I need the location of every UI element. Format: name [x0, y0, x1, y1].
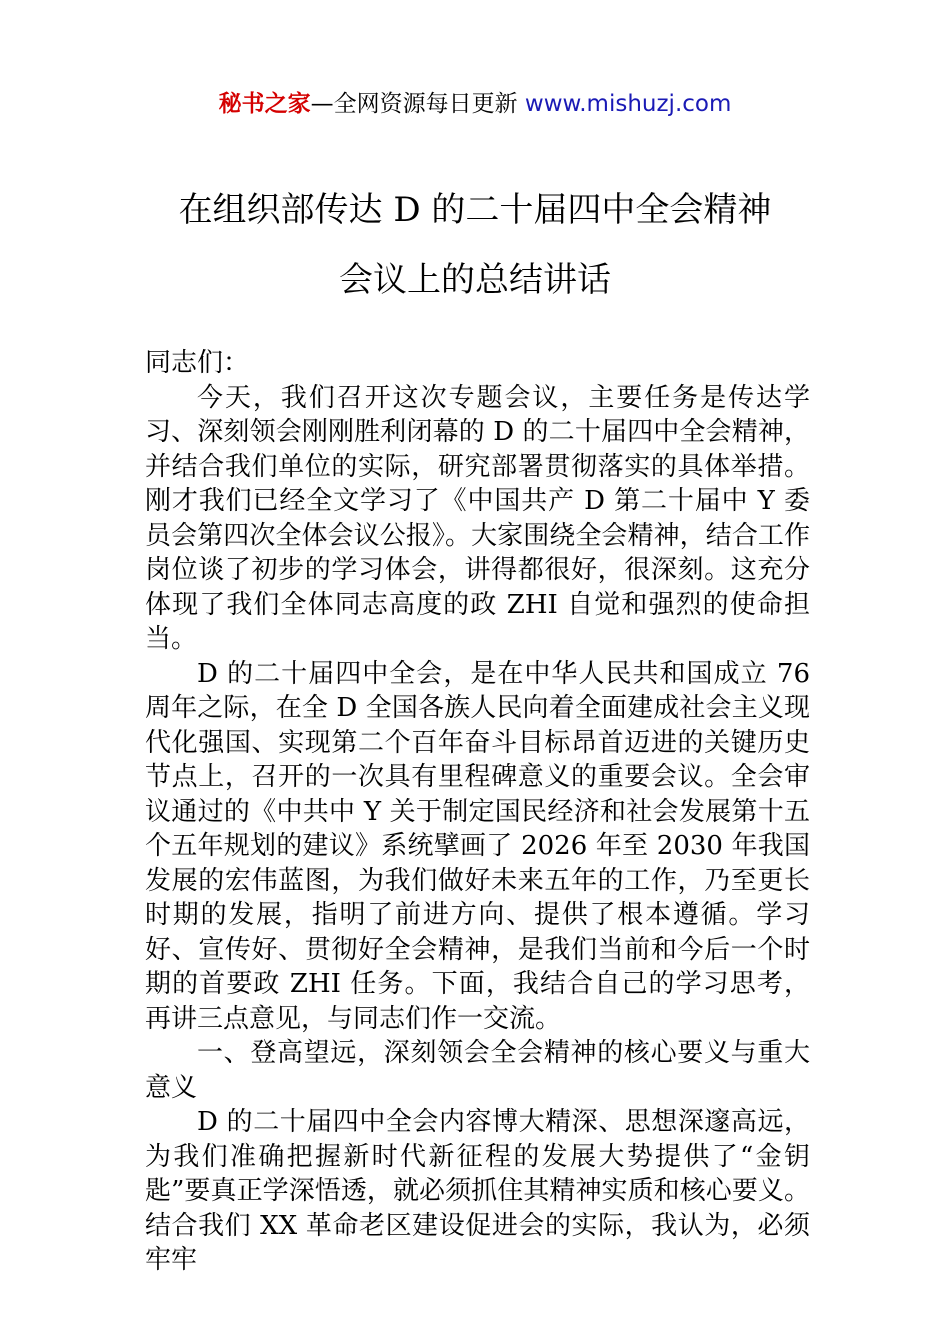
header-tagline: —全网资源每日更新: [310, 91, 525, 117]
document-title-line-1: 在组织部传达 D 的二十届四中全会精神: [178, 190, 772, 230]
document-title-line-2: 会议上的总结讲话: [339, 260, 611, 300]
site-header: [0, 88, 950, 120]
paragraph-2: D 的二十届四中全会，是在中华人民共和国成立 76 周年之际，在全 D 全国各族人民向着全面建成社会主义现代化强国、实现第二个百年奋斗目标昂首迈进的关键历史节点上，召开的一次具有里程碑意义的重要会议。全会审议通过的《中共中 Y 关于制定国民经济和社会发展第十五个五年规划的建议》系统擘画了 2026 年至 2030 年我国发展的宏伟蓝图，为我们做好未来五年的工作，乃至更长时期的发展，指明了前进方向、提供了根本遵循。学习好、宣传好、贯彻好全会精神，是我们当前和今后一个时期的首要政 ZHI 任务。下面，我结合自己的学习思考，再讲三点意见，与同志们作一交流。: [145, 658, 810, 1034]
paragraph-3: D 的二十届四中全会内容博大精深、思想深邃高远，为我们准确把握新时代新征程的发展大势提供了“金钥匙”要真正学深悟透，就必须抓住其精神实质和核心要义。结合我们 XX 革命老区建设促进会的实际，我认为，必须牢牢: [145, 1107, 810, 1275]
paragraph-1: 今天，我们召开这次专题会议，主要任务是传达学习、深刻领会刚刚胜利闭幕的 D 的二十届四中全会精神，并结合我们单位的实际，研究部署贯彻落实的具体举措。刚才我们已经全文学习了《中国共产 D 第二十届中 Y 委员会第四次全体会议公报》。大家围绕全会精神，结合工作岗位谈了初步的学习体会，讲得都很好，很深刻。这充分体现了我们全体同志高度的政 ZHI 自觉和强烈的使命担当。: [145, 382, 810, 654]
document-body: [145, 346, 810, 1278]
brand-name: 秘书之家: [218, 91, 311, 117]
section-heading-1: 一、登高望远，深刻领会全会精神的核心要义与重大意义: [145, 1038, 810, 1103]
greeting: 同志们：: [145, 348, 250, 378]
site-url-link[interactable]: www.mishuzj.com: [524, 91, 732, 117]
